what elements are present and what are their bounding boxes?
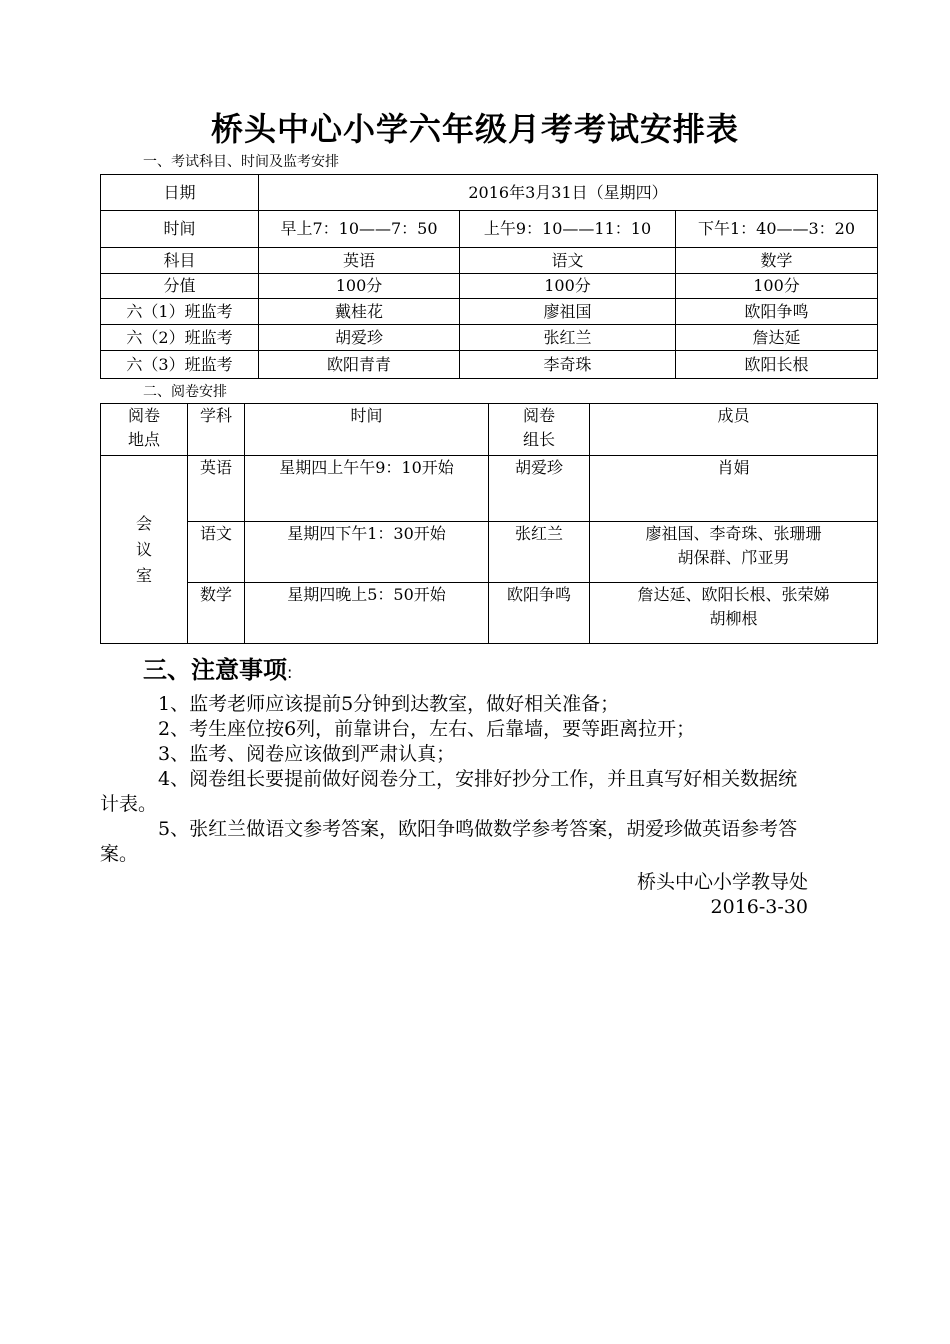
section2-heading: 二、阅卷安排: [143, 384, 227, 400]
time-cell: 早上7：10——7：50: [259, 211, 460, 248]
time-cell: 上午9：10——11：10: [460, 211, 676, 248]
section1-heading: 一、考试科目、时间及监考安排: [143, 154, 339, 170]
grading-members: 廖祖国、李奇珠、张珊珊 胡保群、邝亚男: [590, 522, 878, 583]
header-time: 时间: [245, 404, 489, 456]
subject-cell: 数学: [676, 248, 878, 274]
grading-members: 肖娟: [590, 456, 878, 522]
grading-row: [101, 583, 878, 644]
subject-label: 科目: [101, 248, 259, 274]
signature-org: 桥头中心小学教导处: [636, 871, 808, 893]
date-label: 日期: [101, 175, 259, 211]
note-item: 4、阅卷组长要提前做好阅卷分工，安排好抄分工作，并且真写好相关数据统计表。: [100, 768, 798, 815]
score-cell: 100分: [676, 274, 878, 299]
proctor-class-label: 六（2）班监考: [101, 325, 259, 351]
grading-time: 星期四上午午9：10开始: [245, 456, 489, 522]
grading-subject: 英语: [188, 456, 245, 522]
grading-header-row: [101, 404, 878, 456]
note-item: 1、监考老师应该提前5分钟到达教室，做好相关准备；: [158, 693, 620, 715]
page-title: 桥头中心小学六年级月考考试安排表: [210, 110, 739, 148]
grading-row: [101, 456, 878, 522]
proctor-name: 欧阳青青: [259, 351, 460, 379]
grading-members: 詹达延、欧阳长根、张荣娣 胡柳根: [590, 583, 878, 644]
proctor-class-label: 六（3）班监考: [101, 351, 259, 379]
header-place: 阅卷 地点: [101, 404, 188, 456]
grading-leader: 欧阳争鸣: [489, 583, 590, 644]
grading-leader: 胡爱珍: [489, 456, 590, 522]
proctor-name: 李奇珠: [460, 351, 676, 379]
header-members: 成员: [590, 404, 878, 456]
proctor-name: 詹达延: [676, 325, 878, 351]
note-item: 3、监考、阅卷应该做到严肃认真；: [158, 743, 456, 765]
grading-time: 星期四下午1：30开始: [245, 522, 489, 583]
header-subject: 学科: [188, 404, 245, 456]
proctor-name: 张红兰: [460, 325, 676, 351]
grading-table: [100, 403, 878, 644]
grading-subject: 数学: [188, 583, 245, 644]
score-cell: 100分: [460, 274, 676, 299]
time-cell: 下午1：40——3：20: [676, 211, 878, 248]
note-item: 5、张红兰做语文参考答案，欧阳争鸣做数学参考答案，胡爱珍做英语参考答案。: [100, 818, 798, 865]
subject-row: [101, 248, 878, 274]
grading-row: [101, 522, 878, 583]
time-label: 时间: [101, 211, 259, 248]
note-item: 2、考生座位按6列，前靠讲台，左右、后靠墙，要等距离拉开；: [158, 718, 696, 740]
subject-cell: 语文: [460, 248, 676, 274]
proctor-row: [101, 351, 878, 379]
score-label: 分值: [101, 274, 259, 299]
proctor-name: 廖祖国: [460, 299, 676, 325]
proctor-name: 欧阳争鸣: [676, 299, 878, 325]
proctor-row: [101, 299, 878, 325]
proctor-name: 欧阳长根: [676, 351, 878, 379]
notes-list: [100, 692, 812, 867]
date-value: 2016年3月31日（星期四）: [259, 175, 878, 211]
score-row: [101, 274, 878, 299]
time-row: [101, 211, 878, 248]
subject-cell: 英语: [259, 248, 460, 274]
grading-subject: 语文: [188, 522, 245, 583]
score-cell: 100分: [259, 274, 460, 299]
section3-heading: 三、注意事项:: [143, 656, 293, 684]
proctor-name: 胡爱珍: [259, 325, 460, 351]
grading-leader: 张红兰: [489, 522, 590, 583]
exam-schedule-table: [100, 174, 878, 379]
header-leader: 阅卷 组长: [489, 404, 590, 456]
place-cell: 会 议 室: [101, 456, 188, 644]
signature-date: 2016-3-30: [710, 896, 808, 918]
proctor-row: [101, 325, 878, 351]
date-row: [101, 175, 878, 211]
grading-time: 星期四晚上5：50开始: [245, 583, 489, 644]
proctor-name: 戴桂花: [259, 299, 460, 325]
proctor-class-label: 六（1）班监考: [101, 299, 259, 325]
